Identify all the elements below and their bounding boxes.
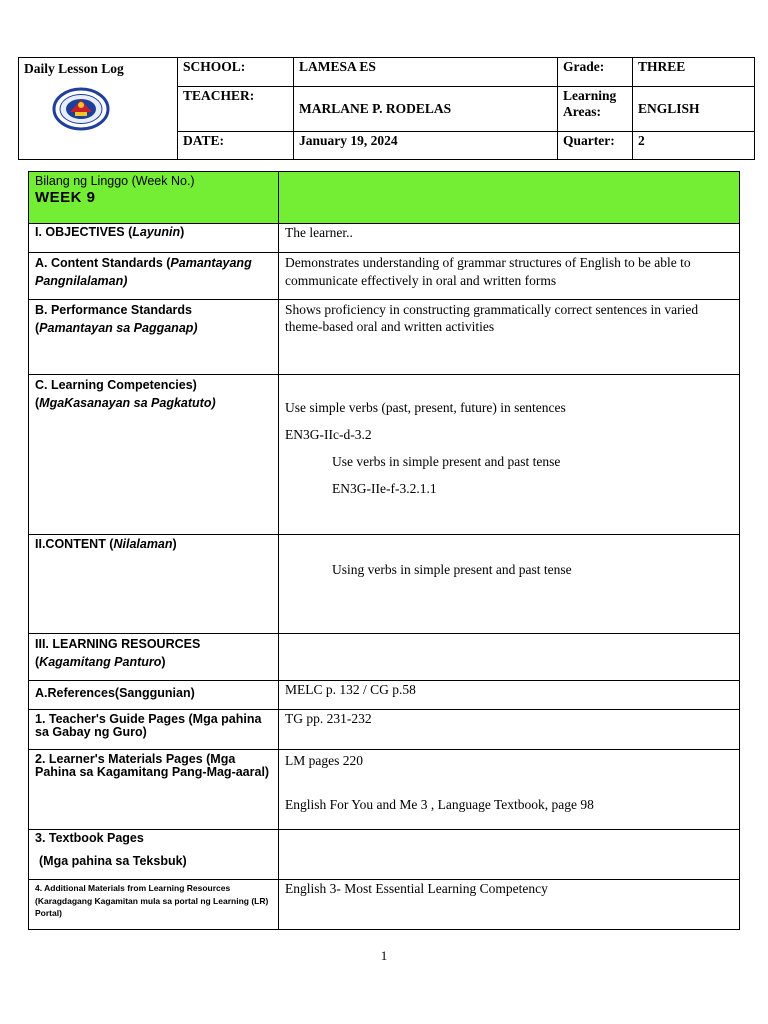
learners-materials-label: 2. Learner's Materials Pages (Mga Pahina sa Kagamitang Pang-Mag-aaral) xyxy=(29,750,279,830)
week-cell xyxy=(29,172,279,224)
teacher-label: TEACHER: xyxy=(178,87,294,132)
lm-pages: LM pages 220 xyxy=(285,753,363,768)
teachers-guide-row xyxy=(29,710,740,750)
quarter-value: 2 xyxy=(633,132,755,160)
objectives-label: I. OBJECTIVES (Layunin) xyxy=(29,224,279,253)
teacher-value: MARLANE P. RODELAS xyxy=(294,87,558,132)
content-row xyxy=(29,535,740,634)
textbook-reference: English For You and Me 3 , Language Textbook, page 98 xyxy=(285,797,594,812)
header-table xyxy=(18,57,755,160)
header-title-cell xyxy=(19,58,178,160)
content-label: II.CONTENT (Nilalaman) xyxy=(29,535,279,634)
learning-competencies-value xyxy=(279,375,740,535)
content-value: Using verbs in simple present and past tense xyxy=(279,535,740,634)
week-row xyxy=(29,172,740,224)
learners-materials-row xyxy=(29,750,740,830)
competency-line-2: Use verbs in simple present and past tense xyxy=(332,454,561,469)
week-empty-cell xyxy=(279,172,740,224)
grade-label: Grade: xyxy=(558,58,633,87)
week-value: WEEK 9 xyxy=(35,189,96,206)
competency-line-1: Use simple verbs (past, present, future) in sentences xyxy=(285,400,566,415)
references-label: A.References(Sanggunian) xyxy=(29,681,279,710)
textbook-row xyxy=(29,830,740,880)
learning-resources-row xyxy=(29,634,740,681)
learning-competencies-row xyxy=(29,375,740,535)
performance-standards-label: B. Performance Standards (Pamantayan sa Pagganap) xyxy=(29,300,279,375)
teachers-guide-value: TG pp. 231-232 xyxy=(279,710,740,750)
references-value: MELC p. 132 / CG p.58 xyxy=(279,681,740,710)
school-value: LAMESA ES xyxy=(294,58,558,87)
deped-seal-icon xyxy=(52,87,110,131)
date-label: DATE: xyxy=(178,132,294,160)
objectives-value: The learner.. xyxy=(279,224,740,253)
learning-resources-label: III. LEARNING RESOURCES (Kagamitang Panturo) xyxy=(29,634,279,681)
textbook-label: 3. Textbook Pages (Mga pahina sa Teksbuk) xyxy=(29,830,279,880)
performance-standards-value: Shows proficiency in constructing grammatically correct sentences in varied theme-based oral and written activities xyxy=(279,300,740,375)
learners-materials-value xyxy=(279,750,740,830)
learning-resources-empty-cell xyxy=(279,634,740,681)
week-label: Bilang ng Linggo (Week No.) xyxy=(35,174,195,188)
page-number: 1 xyxy=(380,948,388,963)
content-standards-value: Demonstrates understanding of grammar structures of English to be able to communicate effectively in oral and written forms xyxy=(279,253,740,300)
school-label: SCHOOL: xyxy=(178,58,294,87)
additional-materials-row xyxy=(29,880,740,930)
lesson-table xyxy=(28,171,740,930)
additional-materials-label: 4. Additional Materials from Learning Resources (Karagdagang Kagamitan mula sa portal ng Learning (LR) Portal) xyxy=(29,880,279,930)
performance-standards-row xyxy=(29,300,740,375)
date-value: January 19, 2024 xyxy=(294,132,558,160)
learning-areas-value: ENGLISH xyxy=(633,87,755,132)
objectives-row xyxy=(29,224,740,253)
grade-value: THREE xyxy=(633,58,755,87)
document-title: Daily Lesson Log xyxy=(24,61,124,76)
content-standards-row xyxy=(29,253,740,300)
competency-code-2: EN3G-IIe-f-3.2.1.1 xyxy=(332,481,437,496)
competency-code-1: EN3G-IIc-d-3.2 xyxy=(285,427,372,442)
textbook-empty-cell xyxy=(279,830,740,880)
learning-areas-label: Learning Areas: xyxy=(558,87,633,132)
teachers-guide-label: 1. Teacher's Guide Pages (Mga pahina sa Gabay ng Guro) xyxy=(29,710,279,750)
learning-competencies-label: C. Learning Competencies) (MgaKasanayan sa Pagkatuto) xyxy=(29,375,279,535)
additional-materials-value: English 3- Most Essential Learning Competency xyxy=(279,880,740,930)
quarter-label: Quarter: xyxy=(558,132,633,160)
references-row xyxy=(29,681,740,710)
content-standards-label: A. Content Standards (Pamantayang Pangnilalaman) xyxy=(29,253,279,300)
